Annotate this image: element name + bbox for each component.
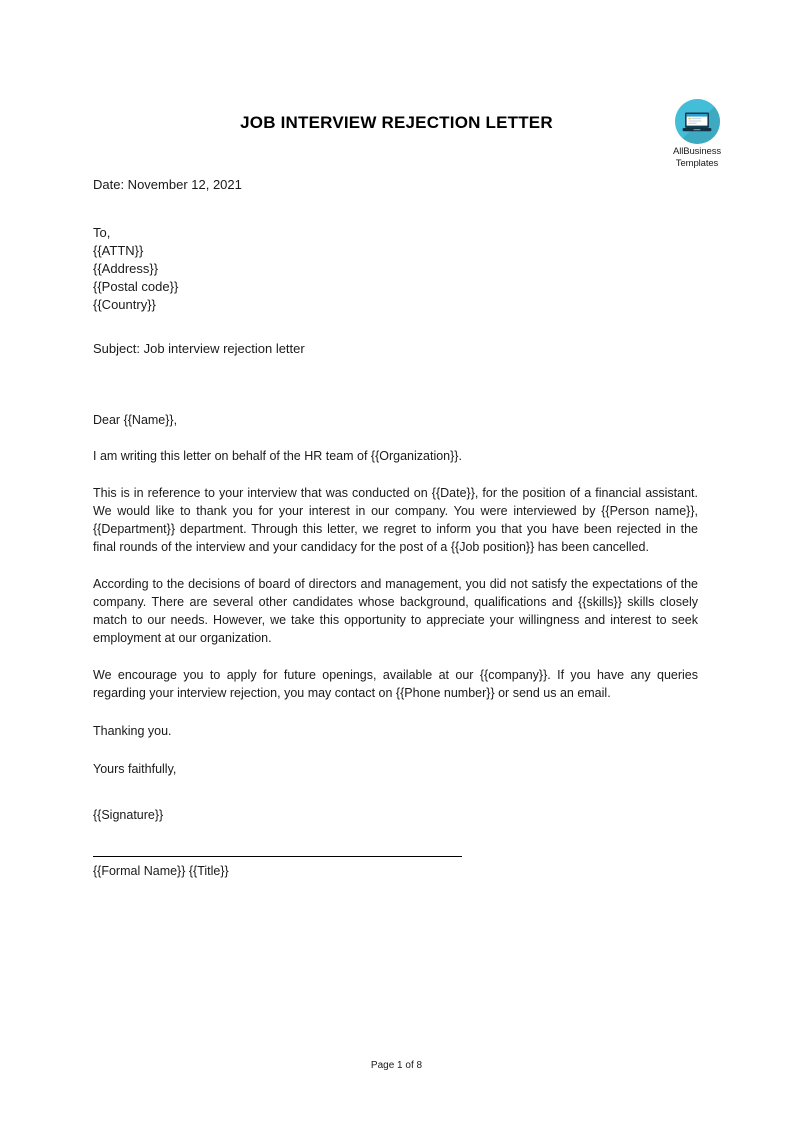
date-line: Date: November 12, 2021 — [93, 177, 242, 192]
intro-line: I am writing this letter on behalf of the HR team of {{Organization}}. — [93, 449, 462, 463]
recipient-to-label: To, — [93, 225, 111, 240]
recipient-attn: {{ATTN}} — [93, 243, 144, 258]
body-paragraph-2: According to the decisions of board of directors and management, you did not satisfy the expectations of the company. There are several other candidates whose background, qualifications and {{skills}} skills closely match to our needs. However, we take this opportunity to appreciate your willingness and interest to seek employment at our organization. — [93, 577, 698, 645]
logo-caption — [657, 146, 737, 169]
recipient-address: {{Address}} — [93, 261, 159, 276]
letter-body — [93, 176, 698, 880]
body-paragraph-1: This is in reference to your interview that was conducted on {{Date}}, for the position of a financial assistant. We would like to thank you for your interest in our company. You were interviewed by {{Person name}}, {{Department}} department. Through this letter, we regret to inform you that you have been rejected in the final rounds of the interview and your candidacy for the post of a {{Job position}} has been cancelled. — [93, 486, 698, 554]
subject-line: Subject: Job interview rejection letter — [93, 341, 305, 356]
signature-placeholder: {{Signature}} — [93, 808, 164, 822]
salutation: Dear {{Name}}, — [93, 413, 178, 427]
recipient-address-block — [93, 224, 698, 314]
closing-thanks: Thanking you. — [93, 724, 172, 738]
closing-valediction: Yours faithfully, — [93, 762, 177, 776]
page-title: JOB INTERVIEW REJECTION LETTER — [240, 113, 553, 132]
formal-name-title: {{Formal Name}} {{Title}} — [93, 864, 229, 878]
page-footer: Page 1 of 8 — [370, 1060, 423, 1071]
recipient-country: {{Country}} — [93, 297, 156, 312]
logo-caption-line1: AllBusiness — [672, 146, 721, 157]
brand-logo — [657, 99, 737, 169]
logo-caption-line2: Templates — [675, 157, 719, 169]
body-paragraph-3: We encourage you to apply for future openings, available at our {{company}}. If you have any queries regarding your interview rejection, you may contact on {{Phone number}} or send us an email. — [93, 668, 698, 700]
signature-rule — [93, 856, 462, 857]
recipient-postal-code: {{Postal code}} — [93, 279, 179, 294]
